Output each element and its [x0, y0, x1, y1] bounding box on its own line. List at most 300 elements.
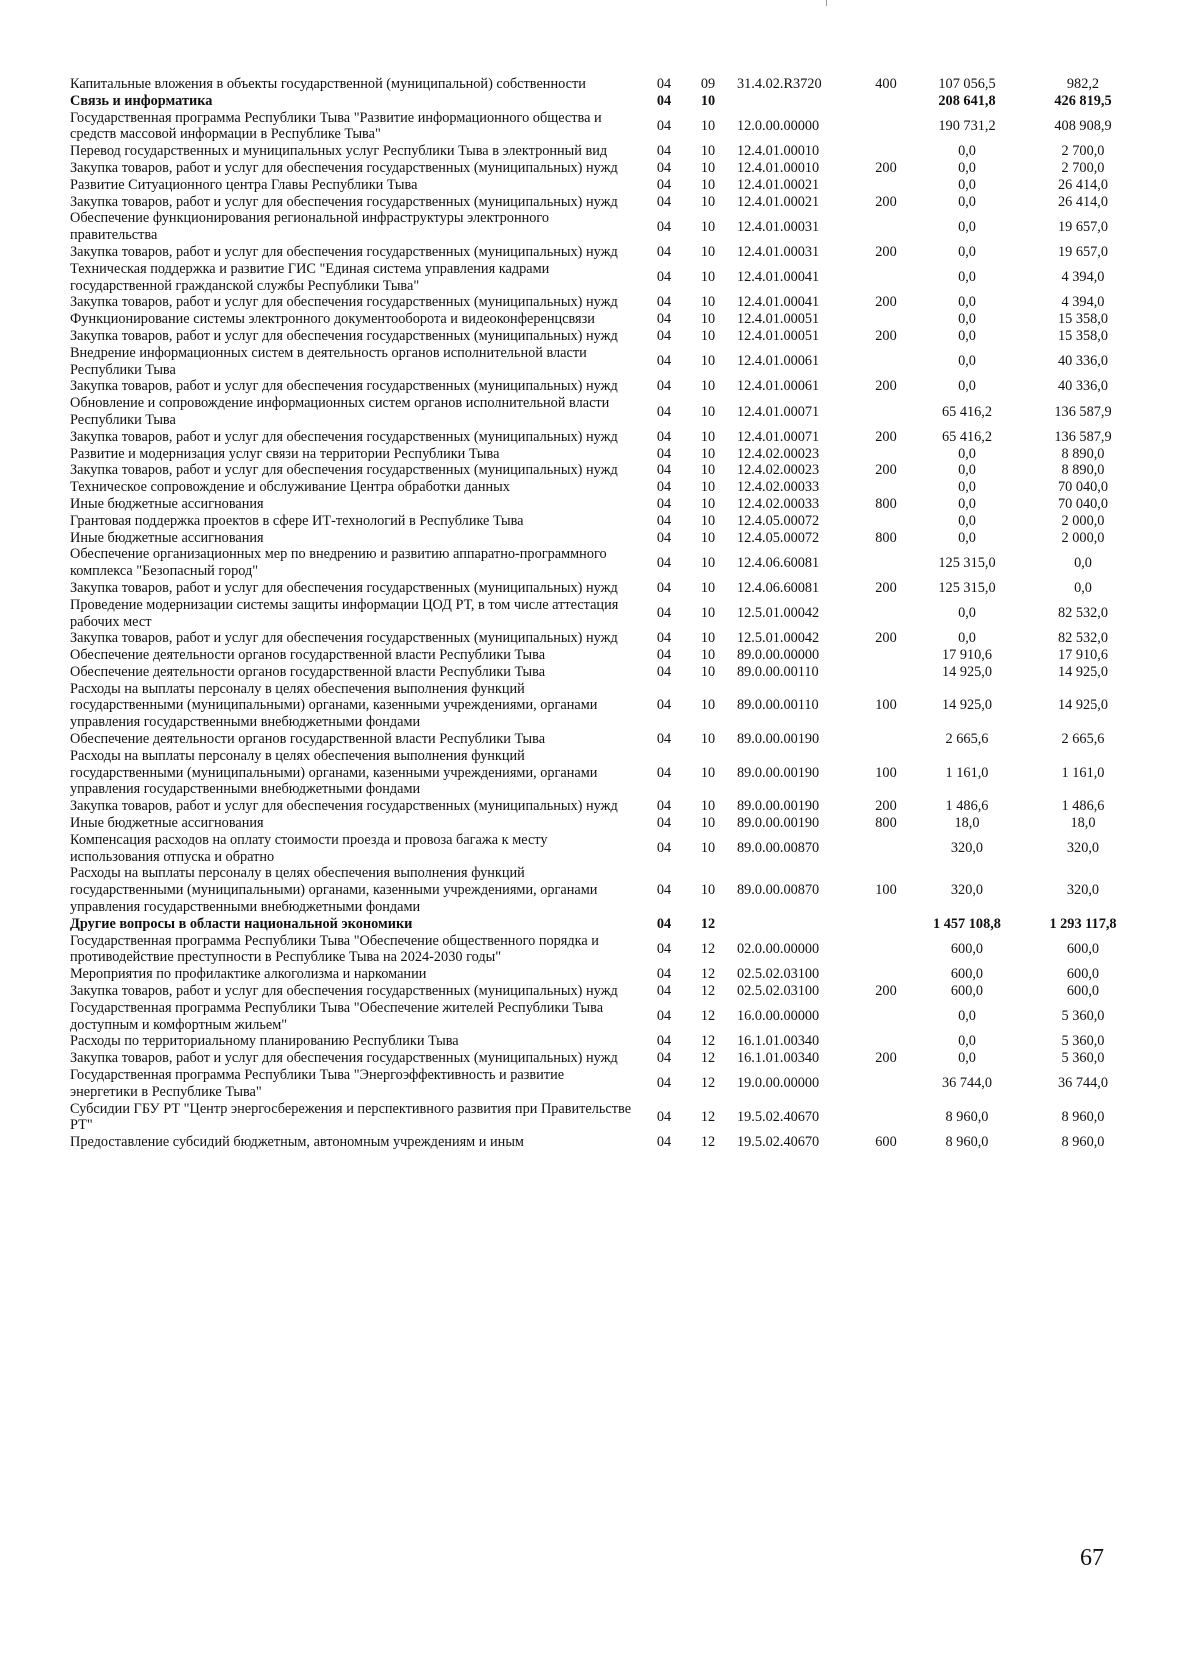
amount-year-1: 18,0	[954, 815, 980, 832]
amount-year-2: 70 040,0	[1057, 495, 1109, 512]
target-article-code: 12.4.01.00061	[737, 378, 820, 395]
amount-year-1: 0,0	[958, 218, 976, 235]
expense-type-code: 800	[875, 495, 897, 512]
expense-type-code: 200	[875, 193, 897, 210]
section-code: 04	[656, 495, 672, 512]
target-article-code: 19.5.02.40670	[737, 1109, 820, 1125]
expense-type-code: 100	[875, 697, 897, 714]
row-name: Закупка товаров, работ и услуг для обеспечения государственных (муниципальных) нужд	[70, 243, 618, 260]
target-article-code: 89.0.00.00870	[737, 882, 820, 899]
section-code: 04	[656, 76, 672, 92]
amount-year-2: 5 360,0	[1061, 1050, 1105, 1067]
row-name: Связь и информатика	[70, 92, 213, 109]
table-row	[70, 966, 1139, 983]
section-code: 04	[656, 92, 672, 109]
subsection-code: 10	[700, 117, 716, 134]
row-name: Техническая поддержка и развитие ГИС "Единая система управления кадрами государственной гражданской службы Республики Тыва"	[70, 260, 550, 294]
table-row	[70, 630, 1139, 647]
expense-type-code	[865, 395, 907, 429]
amount-year-1: 0,0	[958, 193, 976, 210]
amount-year-2: 982,2	[1066, 76, 1100, 92]
subsection-code: 10	[700, 495, 716, 512]
target-article-code: 89.0.00.00190	[737, 764, 820, 781]
amount-year-2: 14 925,0	[1057, 697, 1109, 714]
table-row	[70, 110, 1139, 144]
section-code: 04	[656, 445, 672, 462]
expense-type-code: 200	[875, 428, 897, 445]
target-article-code: 12.4.01.00031	[737, 243, 820, 260]
section-code: 04	[656, 243, 672, 260]
expense-type-code: 200	[875, 630, 897, 647]
section-code: 04	[656, 1008, 672, 1025]
page-number: 67	[1080, 1545, 1104, 1571]
row-name: Обеспечение деятельности органов государственной власти Республики Тыва	[70, 647, 546, 664]
amount-year-1: 0,0	[958, 294, 976, 311]
section-code: 04	[656, 663, 672, 680]
amount-year-2: 1 486,6	[1061, 798, 1105, 815]
section-code: 04	[656, 218, 672, 235]
amount-year-1: 0,0	[958, 479, 976, 496]
target-article-code: 89.0.00.00190	[737, 815, 820, 832]
row-name: Государственная программа Республики Тыва "Обеспечение общественного порядка и противодействие преступности в Республике Тыва на 2024-2030 годы"	[70, 932, 599, 966]
target-article-code: 12.5.01.00042	[737, 605, 820, 622]
table-row	[70, 429, 1139, 446]
amount-year-1: 0,0	[958, 512, 976, 529]
row-name: Обеспечение деятельности органов государственной власти Республики Тыва	[70, 731, 546, 748]
row-name: Обеспечение организационных мер по внедрению и развитию аппаратно-программного комплекса "Безопасный город"	[70, 546, 607, 580]
subsection-code: 12	[700, 1050, 716, 1067]
amount-year-2: 600,0	[1066, 983, 1100, 1000]
section-code: 04	[656, 764, 672, 781]
subsection-code: 10	[700, 462, 716, 479]
row-name: Закупка товаров, работ и услуг для обеспечения государственных (муниципальных) нужд	[70, 630, 618, 647]
subsection-code: 10	[700, 176, 716, 193]
amount-year-2: 4 394,0	[1061, 294, 1105, 311]
subsection-code: 10	[700, 428, 716, 445]
target-article-code: 02.5.02.03100	[737, 983, 820, 1000]
subsection-code: 10	[700, 243, 716, 260]
expense-type-code: 200	[875, 1050, 897, 1067]
amount-year-1: 320,0	[950, 882, 984, 899]
amount-year-2: 2 700,0	[1061, 159, 1105, 176]
table-section-row	[70, 93, 1139, 110]
subsection-code: 12	[700, 915, 716, 932]
target-article-code: 12.4.01.00061	[737, 353, 820, 370]
row-name: Компенсация расходов на оплату стоимости проезда и провоза багажа к месту использования отпуска и обратно	[70, 831, 548, 865]
section-code: 04	[656, 697, 672, 714]
amount-year-2: 15 358,0	[1057, 311, 1109, 328]
amount-year-1: 36 744,0	[941, 1075, 993, 1092]
amount-year-1: 0,0	[958, 445, 976, 462]
row-name: Предоставление субсидий бюджетным, автономным учреждениям и иным	[70, 1134, 524, 1151]
amount-year-2: 600,0	[1066, 941, 1100, 958]
amount-year-1: 14 925,0	[941, 697, 993, 714]
target-article-code: 12.4.02.00023	[737, 445, 820, 462]
expense-type-code	[865, 210, 907, 244]
target-article-code: 16.0.00.00000	[737, 1008, 820, 1025]
amount-year-2: 0,0	[1074, 554, 1092, 571]
expense-type-code: 400	[875, 76, 897, 92]
expense-type-code	[865, 832, 907, 866]
row-name: Грантовая поддержка проектов в сфере ИТ-технологий в Республике Тыва	[70, 512, 524, 529]
table-row	[70, 210, 1139, 244]
amount-year-2: 2 665,6	[1061, 731, 1105, 748]
subsection-code: 10	[700, 353, 716, 370]
section-code: 04	[656, 353, 672, 370]
amount-year-1: 0,0	[958, 605, 976, 622]
row-name: Расходы на выплаты персоналу в целях обеспечения выполнения функций государственными (муниципальными) органами, казенными учреждениями, органами управления государственными внебюджетными фондами	[70, 680, 598, 731]
amount-year-1: 0,0	[958, 630, 976, 647]
row-name: Иные бюджетные ассигнования	[70, 529, 264, 546]
amount-year-1: 14 925,0	[941, 663, 993, 680]
row-name: Развитие и модернизация услуг связи на территории Республики Тыва	[70, 445, 500, 462]
section-code: 04	[656, 294, 672, 311]
amount-year-1: 0,0	[958, 529, 976, 546]
amount-year-2: 320,0	[1066, 840, 1100, 857]
row-name: Обеспечение деятельности органов государственной власти Республики Тыва	[70, 663, 546, 680]
section-code: 04	[656, 269, 672, 286]
section-code: 04	[656, 479, 672, 496]
amount-year-1: 0,0	[958, 1050, 976, 1067]
target-article-code: 12.4.06.60081	[737, 579, 820, 596]
expense-type-code	[865, 446, 907, 463]
expense-type-code	[865, 647, 907, 664]
section-code: 04	[656, 966, 672, 983]
section-code: 04	[656, 941, 672, 958]
amount-year-2: 600,0	[1066, 966, 1100, 983]
table-row	[70, 177, 1139, 194]
expense-type-code: 800	[875, 815, 897, 832]
target-article-code: 12.4.01.00031	[737, 218, 820, 235]
target-article-code: 19.5.02.40670	[737, 1134, 820, 1151]
subsection-code: 10	[700, 529, 716, 546]
amount-year-1: 600,0	[950, 966, 984, 983]
row-name: Закупка товаров, работ и услуг для обеспечения государственных (муниципальных) нужд	[70, 159, 618, 176]
table-row	[70, 748, 1139, 798]
amount-year-2: 8 890,0	[1061, 462, 1105, 479]
amount-year-1: 125 315,0	[938, 579, 996, 596]
row-name: Государственная программа Республики Тыва "Обеспечение жителей Республики Тыва доступным и комфортным жильем"	[70, 999, 604, 1033]
expense-type-code	[865, 311, 907, 328]
subsection-code: 10	[700, 378, 716, 395]
subsection-code: 12	[700, 1008, 716, 1025]
table-row	[70, 597, 1139, 631]
subsection-code: 10	[700, 605, 716, 622]
subsection-code: 10	[700, 143, 716, 160]
section-code: 04	[656, 731, 672, 748]
section-code: 04	[656, 378, 672, 395]
subsection-code: 10	[700, 512, 716, 529]
amount-year-2: 26 414,0	[1057, 193, 1109, 210]
amount-year-2: 5 360,0	[1061, 1008, 1105, 1025]
subsection-code: 10	[700, 445, 716, 462]
section-code: 04	[656, 983, 672, 1000]
target-article-code: 19.0.00.00000	[737, 1075, 820, 1092]
amount-year-2: 82 532,0	[1057, 605, 1109, 622]
table-row	[70, 1050, 1139, 1067]
table-row	[70, 244, 1139, 261]
section-code: 04	[656, 579, 672, 596]
target-article-code: 12.4.01.00021	[737, 176, 820, 193]
amount-year-1: 8 960,0	[945, 1109, 989, 1125]
amount-year-1: 1 161,0	[945, 764, 989, 781]
table-row	[70, 328, 1139, 345]
subsection-code: 10	[700, 311, 716, 328]
row-name: Расходы на выплаты персоналу в целях обеспечения выполнения функций государственными (муниципальными) органами, казенными учреждениями, органами управления государственными внебюджетными фондами	[70, 747, 598, 798]
table-row	[70, 194, 1139, 211]
row-name: Расходы на выплаты персоналу в целях обеспечения выполнения функций государственными (муниципальными) органами, казенными учреждениями, органами управления государственными внебюджетными фондами	[70, 865, 598, 916]
subsection-code: 10	[700, 663, 716, 680]
amount-year-2: 15 358,0	[1057, 327, 1109, 344]
amount-year-2: 40 336,0	[1057, 378, 1109, 395]
table-row	[70, 983, 1139, 1000]
expense-type-code	[865, 1067, 907, 1101]
target-article-code: 89.0.00.00190	[737, 798, 820, 815]
table-row	[70, 664, 1139, 681]
target-article-code: 16.1.01.00340	[737, 1033, 820, 1050]
expense-type-code	[865, 1101, 907, 1135]
row-name: Мероприятия по профилактике алкоголизма и наркомании	[70, 966, 427, 983]
row-name: Капитальные вложения в объекты государственной (муниципальной) собственности	[70, 76, 586, 92]
section-code: 04	[656, 529, 672, 546]
subsection-code: 10	[700, 479, 716, 496]
amount-year-1: 65 416,2	[941, 428, 993, 445]
amount-year-1: 0,0	[958, 462, 976, 479]
subsection-code: 12	[700, 1109, 716, 1125]
row-name: Государственная программа Республики Тыва "Развитие информационного общества и средств массовой информации в Республике Тыва"	[70, 109, 602, 143]
amount-year-2: 426 819,5	[1054, 92, 1112, 109]
expense-type-code	[865, 345, 907, 379]
table-row	[70, 345, 1139, 379]
table-row	[70, 496, 1139, 513]
table-row	[70, 815, 1139, 832]
expense-type-code: 200	[875, 378, 897, 395]
target-article-code: 12.4.01.00051	[737, 311, 820, 328]
subsection-code: 10	[700, 269, 716, 286]
target-article-code: 89.0.00.00190	[737, 731, 820, 748]
target-article-code: 12.4.01.00071	[737, 428, 820, 445]
section-code: 04	[656, 512, 672, 529]
target-article-code: 89.0.00.00110	[737, 663, 819, 680]
amount-year-1: 0,0	[958, 327, 976, 344]
table-row	[70, 865, 1139, 915]
amount-year-2: 26 414,0	[1057, 176, 1109, 193]
section-code: 04	[656, 327, 672, 344]
target-article-code: 31.4.02.R3720	[737, 76, 822, 92]
row-name: Расходы по территориальному планированию Республики Тыва	[70, 1033, 459, 1050]
amount-year-2: 14 925,0	[1057, 663, 1109, 680]
table-row	[70, 546, 1139, 580]
section-code: 04	[656, 193, 672, 210]
amount-year-2: 18,0	[1070, 815, 1096, 832]
row-name: Закупка товаров, работ и услуг для обеспечения государственных (муниципальных) нужд	[70, 327, 618, 344]
subsection-code: 12	[700, 966, 716, 983]
expense-type-code: 200	[875, 462, 897, 479]
amount-year-1: 0,0	[958, 378, 976, 395]
amount-year-1: 0,0	[958, 1033, 976, 1050]
target-article-code: 02.5.02.03100	[737, 966, 820, 983]
amount-year-1: 208 641,8	[938, 92, 996, 109]
section-code: 04	[656, 554, 672, 571]
row-name: Перевод государственных и муниципальных услуг Республики Тыва в электронный вид	[70, 143, 608, 160]
amount-year-2: 17 910,6	[1057, 647, 1109, 664]
section-code: 04	[656, 1075, 672, 1092]
section-code: 04	[656, 647, 672, 664]
amount-year-1: 125 315,0	[938, 554, 996, 571]
target-article-code: 12.4.01.00021	[737, 193, 820, 210]
row-name: Проведение модернизации системы защиты информации ЦОД РТ, в том числе аттестация рабочих мест	[70, 596, 619, 630]
table-row	[70, 261, 1139, 295]
amount-year-1: 0,0	[958, 353, 976, 370]
expense-type-code: 100	[875, 764, 897, 781]
table-row	[70, 76, 1139, 93]
target-article-code: 89.0.00.00870	[737, 840, 820, 857]
target-article-code: 12.4.05.00072	[737, 529, 820, 546]
row-name: Закупка товаров, работ и услуг для обеспечения государственных (муниципальных) нужд	[70, 579, 618, 596]
amount-year-1: 0,0	[958, 1008, 976, 1025]
table-row	[70, 1000, 1139, 1034]
table-row	[70, 731, 1139, 748]
amount-year-1: 0,0	[958, 311, 976, 328]
row-name: Иные бюджетные ассигнования	[70, 495, 264, 512]
amount-year-2: 70 040,0	[1057, 479, 1109, 496]
amount-year-2: 1 161,0	[1061, 764, 1105, 781]
expense-type-code: 200	[875, 294, 897, 311]
target-article-code: 12.4.01.00010	[737, 143, 820, 160]
target-article-code: 12.4.05.00072	[737, 512, 820, 529]
subsection-code: 12	[700, 941, 716, 958]
subsection-code: 10	[700, 403, 716, 420]
expense-type-code	[865, 143, 907, 160]
amount-year-1: 0,0	[958, 495, 976, 512]
amount-year-2: 8 960,0	[1061, 1134, 1105, 1151]
section-code: 04	[656, 798, 672, 815]
target-article-code: 16.1.01.00340	[737, 1050, 820, 1067]
row-name: Развитие Ситуационного центра Главы Республики Тыва	[70, 176, 418, 193]
amount-year-1: 1 486,6	[945, 798, 989, 815]
amount-year-1: 8 960,0	[945, 1134, 989, 1151]
table-row	[70, 1134, 1139, 1151]
target-article-code: 12.4.01.00010	[737, 159, 820, 176]
row-name: Закупка товаров, работ и услуг для обеспечения государственных (муниципальных) нужд	[70, 462, 618, 479]
row-name: Функционирование системы электронного документооборота и видеоконференцсвязи	[70, 311, 595, 328]
row-name: Закупка товаров, работ и услуг для обеспечения государственных (муниципальных) нужд	[70, 983, 618, 1000]
subsection-code: 10	[700, 798, 716, 815]
amount-year-2: 408 908,9	[1054, 117, 1112, 134]
amount-year-2: 0,0	[1074, 579, 1092, 596]
amount-year-2: 82 532,0	[1057, 630, 1109, 647]
row-name: Техническое сопровождение и обслуживание Центра обработки данных	[70, 479, 510, 496]
subsection-code: 10	[700, 218, 716, 235]
amount-year-1: 190 731,2	[938, 117, 996, 134]
target-article-code: 89.0.00.00000	[737, 647, 820, 664]
target-article-code: 12.4.02.00033	[737, 479, 820, 496]
row-name: Внедрение информационных систем в деятельность органов исполнительной власти Республики Тыва	[70, 344, 587, 378]
target-article-code: 12.4.02.00023	[737, 462, 820, 479]
expense-type-code	[865, 731, 907, 748]
amount-year-1: 0,0	[958, 269, 976, 286]
section-code: 04	[656, 1134, 672, 1151]
row-name: Закупка товаров, работ и услуг для обеспечения государственных (муниципальных) нужд	[70, 1050, 618, 1067]
section-code: 04	[656, 143, 672, 160]
table-row	[70, 378, 1139, 395]
table-row	[70, 1101, 1139, 1135]
section-code: 04	[656, 403, 672, 420]
section-code: 04	[656, 117, 672, 134]
subsection-code: 10	[700, 579, 716, 596]
table-row	[70, 513, 1139, 530]
target-article-code: 12.4.06.60081	[737, 554, 820, 571]
row-name: Закупка товаров, работ и услуг для обеспечения государственных (муниципальных) нужд	[70, 294, 618, 311]
section-code: 04	[656, 915, 672, 932]
section-code: 04	[656, 176, 672, 193]
amount-year-2: 136 587,9	[1054, 403, 1112, 420]
amount-year-2: 2 000,0	[1061, 529, 1105, 546]
target-article-code	[731, 93, 865, 110]
amount-year-1: 107 056,5	[938, 76, 996, 92]
amount-year-2: 8 960,0	[1061, 1109, 1105, 1125]
target-article-code: 12.4.01.00041	[737, 294, 820, 311]
expense-type-code	[865, 1033, 907, 1050]
section-code: 04	[656, 462, 672, 479]
section-code: 04	[656, 815, 672, 832]
expense-type-code: 100	[875, 882, 897, 899]
expense-type-code	[865, 1000, 907, 1034]
subsection-code: 10	[700, 159, 716, 176]
subsection-code: 12	[700, 1134, 716, 1151]
amount-year-2: 40 336,0	[1057, 353, 1109, 370]
target-article-code: 02.0.00.00000	[737, 941, 820, 958]
subsection-code: 10	[700, 630, 716, 647]
amount-year-1: 17 910,6	[941, 647, 993, 664]
table-row	[70, 1033, 1139, 1050]
subsection-code: 10	[700, 840, 716, 857]
expense-type-code: 200	[875, 798, 897, 815]
table-row	[70, 311, 1139, 328]
amount-year-1: 600,0	[950, 983, 984, 1000]
target-article-code: 12.4.02.00033	[737, 495, 820, 512]
target-article-code: 12.0.00.00000	[737, 117, 820, 134]
amount-year-2: 8 890,0	[1061, 445, 1105, 462]
table-row	[70, 530, 1139, 547]
table-section-row	[70, 916, 1139, 933]
section-code: 04	[656, 630, 672, 647]
section-code: 04	[656, 159, 672, 176]
section-code: 04	[656, 1109, 672, 1125]
subsection-code: 10	[700, 815, 716, 832]
table-row	[70, 462, 1139, 479]
amount-year-2: 2 700,0	[1061, 143, 1105, 160]
subsection-code: 10	[700, 294, 716, 311]
row-name: Иные бюджетные ассигнования	[70, 815, 264, 832]
table-row	[70, 294, 1139, 311]
subsection-code: 10	[700, 647, 716, 664]
table-row	[70, 832, 1139, 866]
subsection-code: 10	[700, 731, 716, 748]
table-row	[70, 647, 1139, 664]
section-code: 04	[656, 1033, 672, 1050]
row-name: Государственная программа Республики Тыва "Энергоэффективность и развитие энергетики в Республике Тыва"	[70, 1067, 565, 1100]
section-code: 04	[656, 840, 672, 857]
target-article-code: 12.4.01.00041	[737, 269, 820, 286]
expense-type-code: 800	[875, 529, 897, 546]
amount-year-2: 1 293 117,8	[1049, 915, 1117, 932]
table-row	[70, 446, 1139, 463]
expense-type-code	[865, 664, 907, 681]
amount-year-1: 0,0	[958, 243, 976, 260]
amount-year-1: 1 457 108,8	[933, 915, 1001, 932]
target-article-code: 12.4.01.00051	[737, 327, 820, 344]
